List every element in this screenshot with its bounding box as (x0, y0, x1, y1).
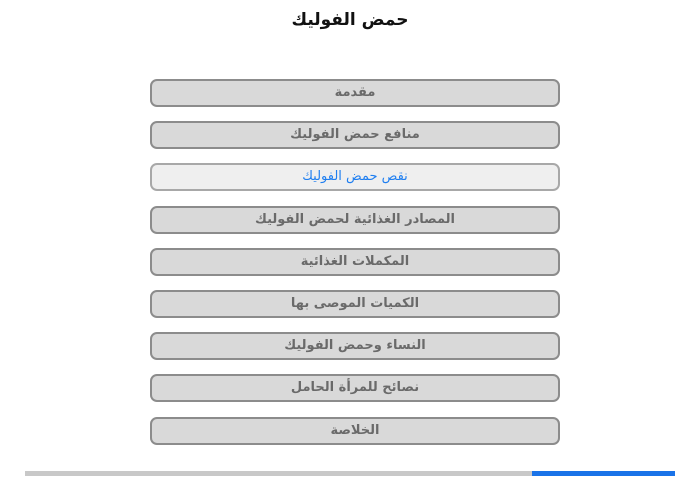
menu-item-women[interactable]: النساء وحمض الفوليك (150, 332, 560, 360)
menu-item-supplements[interactable]: المكملات الغذائية (150, 248, 560, 276)
menu-item-deficiency[interactable]: نقص حمض الفوليك (150, 163, 560, 191)
menu-item-pregnancy-tips[interactable]: نصائح للمرأة الحامل (150, 374, 560, 402)
progress-bar-fill (532, 471, 675, 476)
lesson-menu (150, 79, 560, 459)
menu-item-summary[interactable]: الخلاصة (150, 417, 560, 445)
menu-item-recommended-amounts[interactable]: الكميات الموصى بها (150, 290, 560, 318)
menu-item-introduction[interactable]: مقدمة (150, 79, 560, 107)
progress-bar (25, 471, 675, 476)
menu-item-benefits[interactable]: منافع حمض الفوليك (150, 121, 560, 149)
menu-item-food-sources[interactable]: المصادر الغذائية لحمض الفوليك (150, 206, 560, 234)
page-title: حمض الفوليك (291, 10, 409, 30)
